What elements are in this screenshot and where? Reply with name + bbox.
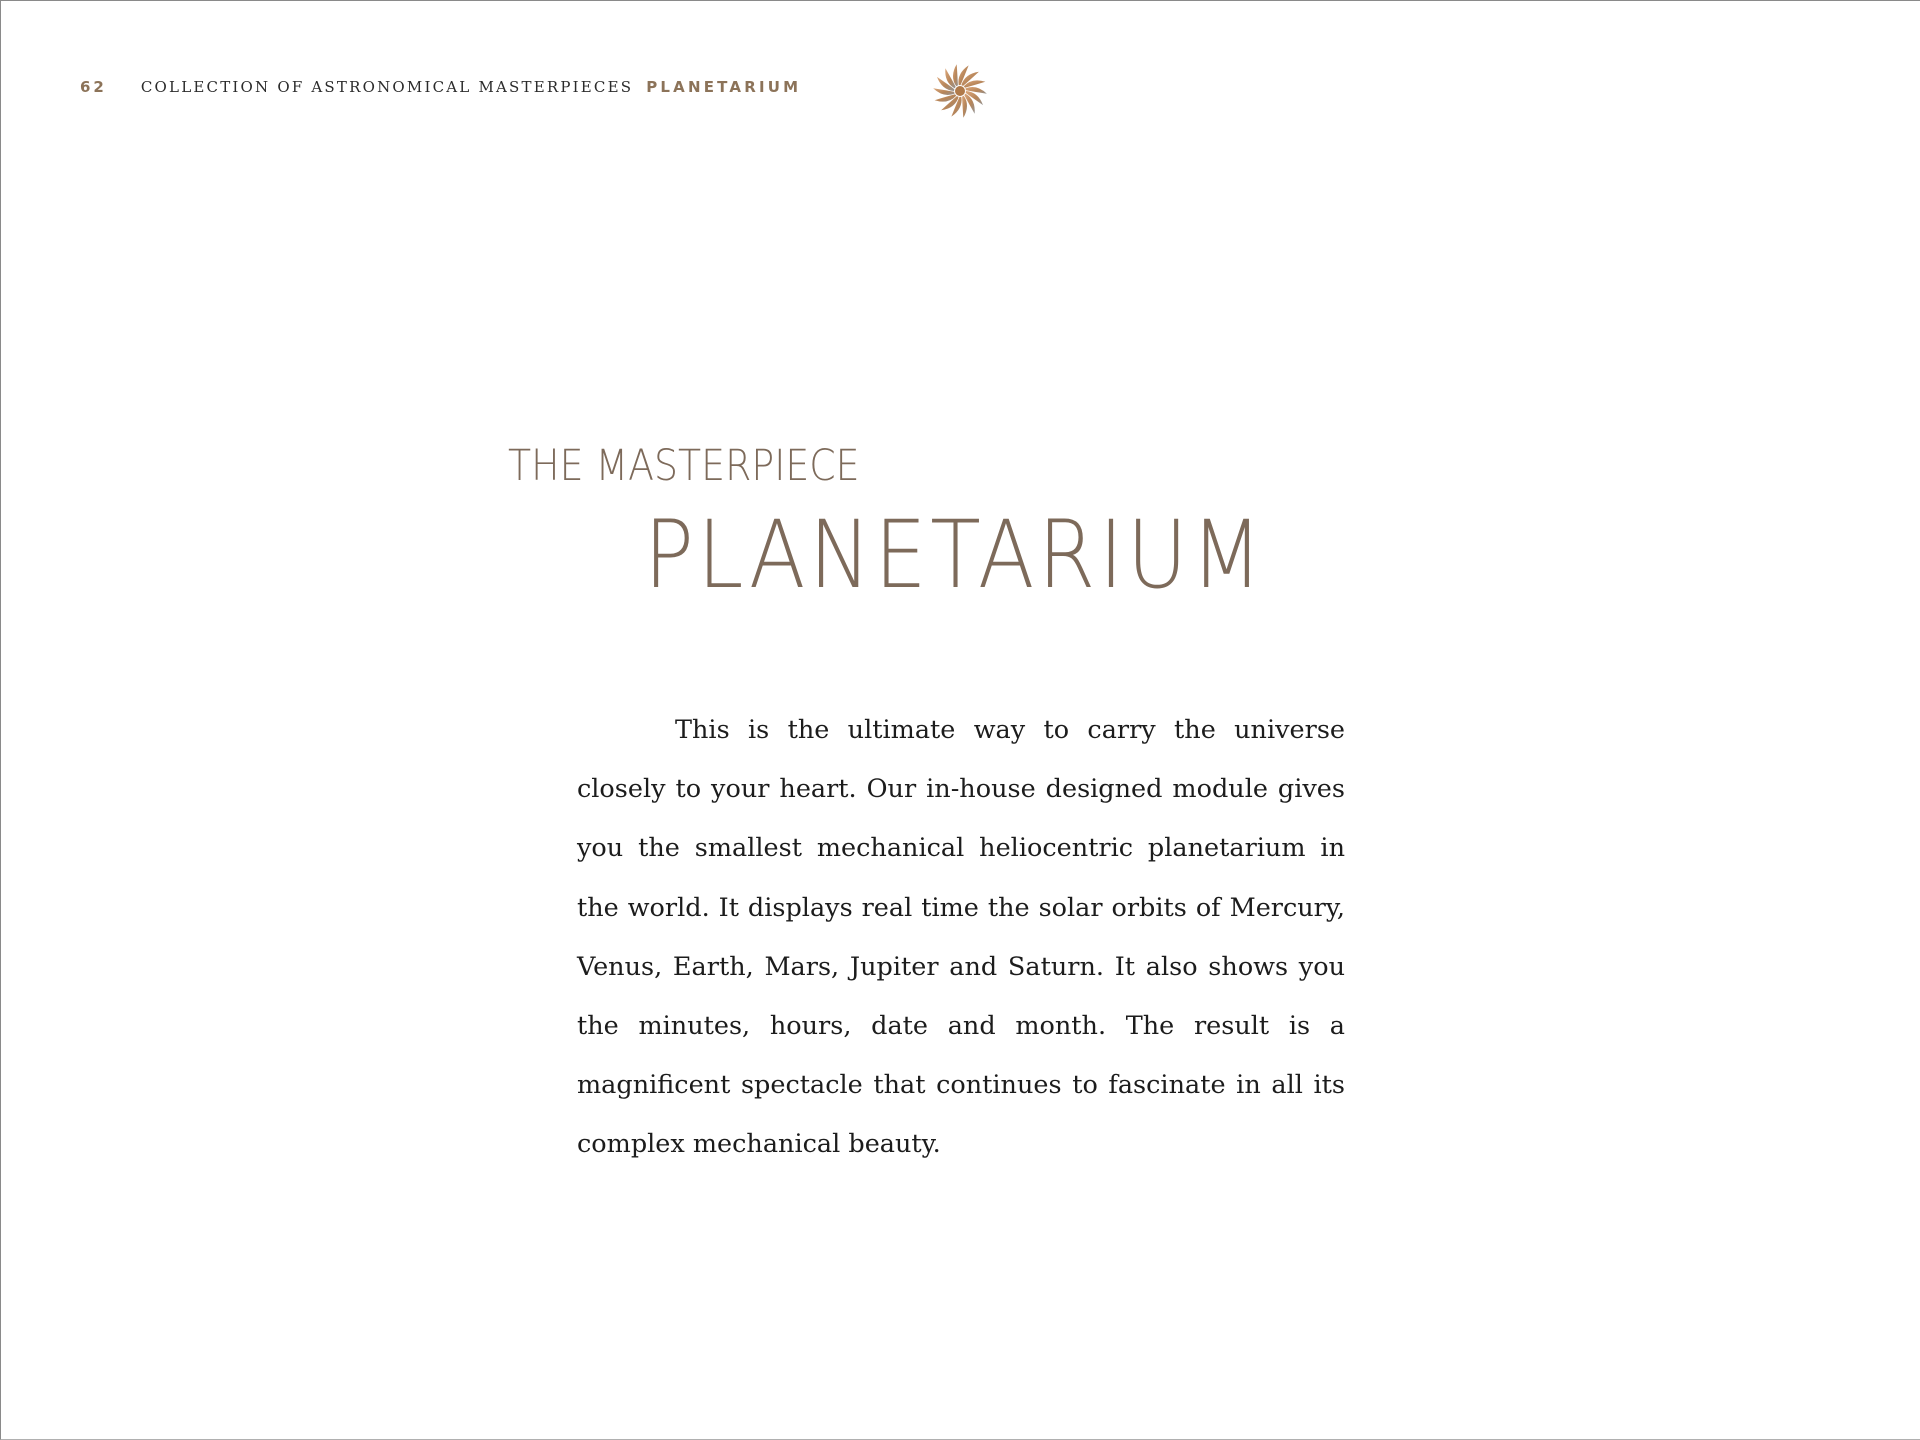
running-header bbox=[80, 78, 801, 96]
sunburst-icon bbox=[930, 61, 990, 121]
sunburst-center bbox=[955, 86, 965, 96]
body-paragraph: This is the ultimate way to carry the universe closely to your heart. Our in-house designed module gives you the smallest mechanical heliocentric planetarium in the world. It displays real time the solar orbits of Mercury, Venus, Earth, Mars, Jupiter and Saturn. It also shows you the minutes, hours, date and month. The result is a magnificent spectacle that continues to fascinate in all its complex mechanical beauty. bbox=[577, 715, 1345, 1160]
collection-title: COLLECTION OF ASTRONOMICAL MASTERPIECES bbox=[140, 78, 634, 96]
page-title: PLANETARIUM bbox=[644, 501, 1266, 610]
sunburst-arm bbox=[953, 64, 958, 86]
heading-kicker: THE MASTERPIECE bbox=[508, 441, 860, 491]
section-label: PLANETARIUM bbox=[646, 78, 802, 96]
sunburst-arm bbox=[962, 96, 967, 118]
page-number: 62 bbox=[80, 78, 107, 96]
